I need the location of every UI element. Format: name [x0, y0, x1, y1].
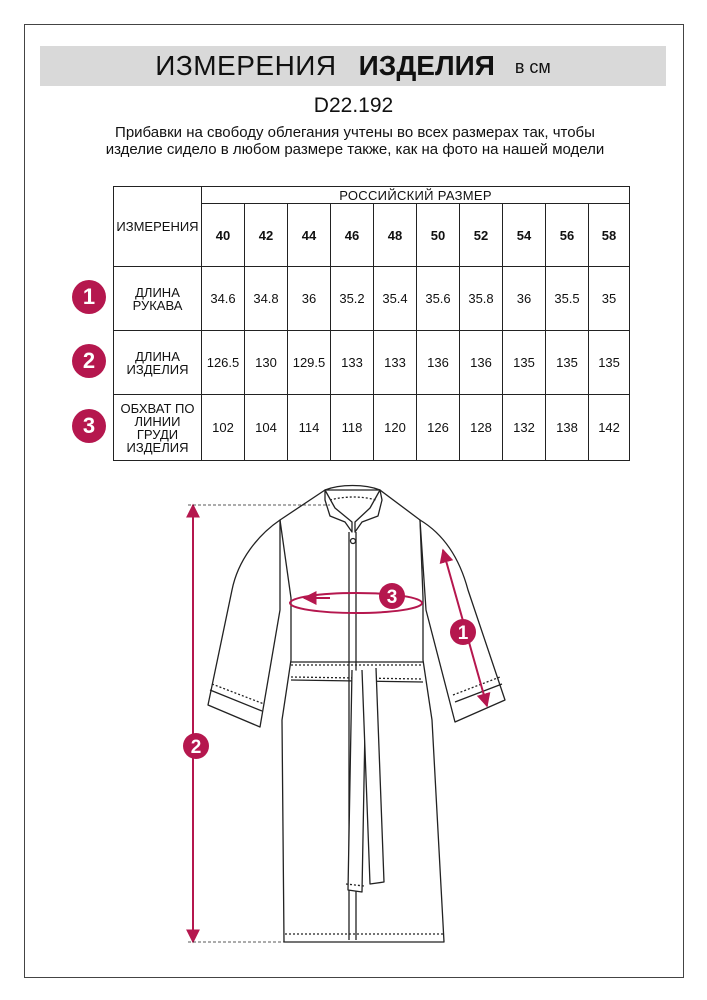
row-badge-1: 1: [72, 280, 106, 314]
table-cell: 135: [589, 331, 630, 395]
size-header: 52: [460, 204, 503, 267]
table-cell: 35.8: [460, 267, 503, 331]
marker-1: [450, 619, 476, 645]
table-cell: 132: [503, 395, 546, 461]
table-cell: 136: [417, 331, 460, 395]
table-cell: 36: [503, 267, 546, 331]
table-cell: 133: [374, 331, 417, 395]
size-header: 56: [546, 204, 589, 267]
table-cell: 34.8: [245, 267, 288, 331]
fit-note: Прибавки на свободу облегания учтены во всех размерах так, чтобы изделие сидело в любом размере также, как на фото на нашей модели: [105, 124, 605, 158]
title-unit: в см: [514, 56, 551, 77]
marker-3-label: 3: [386, 587, 398, 608]
table-cell: 136: [460, 331, 503, 395]
table-cell: 35.4: [374, 267, 417, 331]
table-cell: 130: [245, 331, 288, 395]
table-cell: 34.6: [202, 267, 245, 331]
marker-2: [183, 733, 209, 759]
table-cell: 35.5: [546, 267, 589, 331]
table-cell: 128: [460, 395, 503, 461]
table-cell: 114: [288, 395, 331, 461]
size-header: 58: [589, 204, 630, 267]
size-header: 48: [374, 204, 417, 267]
marker-3: [379, 583, 405, 609]
size-header: 40: [202, 204, 245, 267]
size-header: 42: [245, 204, 288, 267]
size-header: 54: [503, 204, 546, 267]
model-code: D22.192: [313, 94, 394, 117]
table-cell: 142: [589, 395, 630, 461]
table-cell: 126.5: [202, 331, 245, 395]
table-cell: 102: [202, 395, 245, 461]
table-cell: 135: [503, 331, 546, 395]
table-cell: 138: [546, 395, 589, 461]
table-cell: 135: [546, 331, 589, 395]
table-cell: 36: [288, 267, 331, 331]
size-header: 46: [331, 204, 374, 267]
table-cell: 35: [589, 267, 630, 331]
marker-2-label: 2: [190, 737, 202, 758]
row-label-length: ДЛИНА ИЗДЕЛИЯ: [114, 331, 202, 395]
corner-label: ИЗМЕРЕНИЯ: [114, 187, 202, 267]
marker-1-label: 1: [457, 623, 469, 644]
table-cell: 118: [331, 395, 374, 461]
table-cell: 133: [331, 331, 374, 395]
table-cell: 126: [417, 395, 460, 461]
title-main: ИЗМЕРЕНИЯ: [155, 50, 337, 81]
table-cell: 35.2: [331, 267, 374, 331]
dress-outline: [208, 486, 505, 943]
group-label: РОССИЙСКИЙ РАЗМЕР: [202, 187, 630, 204]
table-cell: 120: [374, 395, 417, 461]
table-cell: 129.5: [288, 331, 331, 395]
row-badge-3: 3: [72, 409, 106, 443]
size-header: 44: [288, 204, 331, 267]
row-label-sleeve: ДЛИНА РУКАВА: [114, 267, 202, 331]
table-cell: 35.6: [417, 267, 460, 331]
row-label-chest: ОБХВАТ ПО ЛИНИИ ГРУДИ ИЗДЕЛИЯ: [114, 395, 202, 461]
title-bold: ИЗДЕЛИЯ: [358, 50, 495, 81]
row-badge-2: 2: [72, 344, 106, 378]
size-header: 50: [417, 204, 460, 267]
table-cell: 104: [245, 395, 288, 461]
